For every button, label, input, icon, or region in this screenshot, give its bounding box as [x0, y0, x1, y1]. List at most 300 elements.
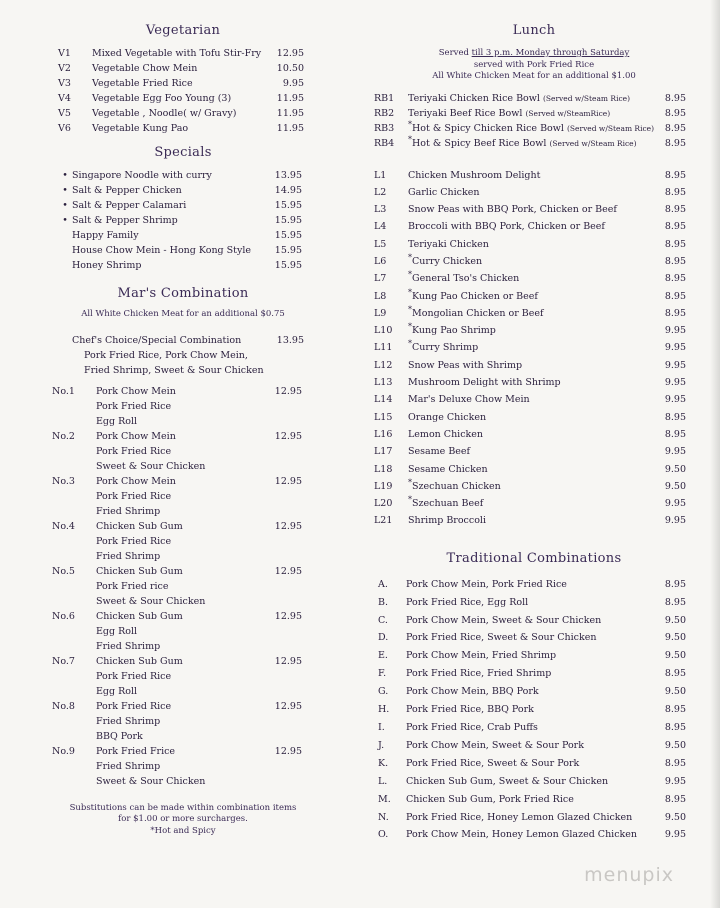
item-name-group	[408, 339, 656, 356]
lunch-item	[374, 512, 694, 529]
combo-header-row	[52, 609, 314, 624]
item-price: 9.50	[664, 739, 686, 751]
item-code: A.	[378, 578, 388, 590]
traditional-item	[374, 737, 694, 755]
rice-bowl-list	[374, 91, 694, 151]
combo-header-row	[52, 564, 314, 579]
item-price: 8.95	[664, 721, 686, 733]
item-code: V1	[58, 48, 71, 59]
combo-line: Fried Shrimp	[96, 760, 161, 772]
bullet-icon: •	[62, 200, 68, 211]
spicy-star: *	[408, 477, 412, 487]
item-price: 8.95	[664, 255, 686, 267]
mars-combination-title: Mar's Combination	[117, 286, 249, 301]
item-name-group	[408, 236, 656, 253]
chefs-choice	[52, 333, 314, 378]
combo-item	[52, 564, 314, 609]
lunch-title: Lunch	[512, 23, 556, 38]
combo-line: Pork Fried Frice	[96, 745, 176, 757]
lunch-list	[374, 167, 694, 530]
item-code: L8	[374, 290, 387, 302]
combo-list	[52, 384, 314, 789]
lunch-item	[374, 443, 694, 460]
item-price: 11.95	[276, 123, 304, 134]
combo-line: Pork Fried Rice	[96, 490, 172, 502]
item-code: L1	[374, 169, 387, 181]
item-price: 14.95	[274, 185, 302, 196]
item-price: 13.95	[274, 170, 302, 181]
item-name: Pork Fried Rice, Sweet & Sour Pork	[406, 757, 580, 769]
item-name: Broccoli with BBQ Pork, Chicken or Beef	[408, 221, 605, 233]
spicy-star: *	[408, 494, 412, 504]
vegetarian-item	[52, 61, 314, 76]
rice-bowl-item	[374, 106, 694, 121]
traditional-title: Traditional Combinations	[446, 550, 622, 566]
item-name-group	[408, 288, 656, 305]
item-name: Shrimp Broccoli	[408, 515, 486, 527]
item-price: 8.95	[664, 238, 686, 250]
combo-item	[52, 654, 314, 699]
item-code: I.	[378, 721, 385, 733]
combo-line: Pork Fried Rice	[96, 445, 172, 457]
lunch-item	[374, 461, 694, 478]
vegetarian-item	[52, 46, 314, 61]
bullet-icon	[52, 228, 72, 243]
item-name-group	[408, 201, 656, 218]
bullet-icon	[52, 243, 72, 258]
combo-header-row	[52, 474, 314, 489]
item-price: 15.95	[274, 215, 302, 226]
item-code: F.	[378, 668, 387, 680]
item-code: N.	[378, 811, 389, 823]
combo-price: 12.95	[274, 385, 302, 397]
item-code: L19	[374, 480, 393, 492]
item-code: RB3	[374, 122, 395, 134]
combo-header-row	[52, 384, 314, 399]
lunch-item	[374, 391, 694, 408]
chefs-choice-price: 13.95	[276, 334, 304, 346]
item-name-group	[408, 426, 656, 443]
item-name: Chicken Sub Gum, Pork Fried Rice	[406, 793, 574, 805]
item-name: Vegetable Chow Mein	[92, 63, 198, 74]
lunch-item	[374, 357, 694, 374]
traditional-item	[374, 594, 694, 612]
item-price: 8.95	[664, 186, 686, 198]
item-code: L6	[374, 255, 387, 267]
vegetarian-item	[52, 76, 314, 91]
right-column	[374, 22, 694, 844]
item-price: 15.95	[274, 260, 302, 271]
item-name: Pork Chow Mein, BBQ Pork	[406, 686, 539, 698]
item-price: 11.95	[276, 108, 304, 119]
combo-price: 12.95	[274, 655, 302, 667]
specials-item	[52, 213, 314, 228]
item-code: V2	[58, 63, 71, 74]
combo-line: Sweet & Sour Chicken	[96, 460, 206, 472]
item-price: 8.95	[664, 428, 686, 440]
item-name: Szechuan Chicken	[412, 480, 501, 492]
specials-list	[52, 168, 314, 273]
item-name: Teriyaki Chicken Rice Bowl	[408, 92, 540, 104]
lunch-item	[374, 495, 694, 512]
item-name: Pork Fried Rice, Egg Roll	[406, 596, 529, 608]
item-price: 8.95	[664, 411, 686, 423]
combo-line: Egg Roll	[96, 415, 138, 427]
traditional-item	[374, 647, 694, 665]
rice-bowl-item	[374, 136, 694, 151]
item-price: 9.95	[282, 78, 304, 89]
item-name: Vegetable Egg Foo Young (3)	[92, 93, 232, 104]
combo-line: BBQ Pork	[96, 730, 143, 742]
specials-item	[52, 183, 314, 198]
item-name: Sesame Chicken	[408, 463, 488, 475]
item-name: Kung Pao Shrimp	[412, 325, 496, 337]
combo-header-row	[52, 744, 314, 759]
item-price: 8.95	[664, 137, 686, 149]
combo-line: Chicken Sub Gum	[96, 565, 183, 577]
item-code: M.	[378, 793, 391, 805]
vegetarian-item	[52, 91, 314, 106]
spicy-star: *	[408, 252, 412, 262]
item-name: Pork Fried Rice, Fried Shrimp	[406, 668, 552, 680]
item-name: Pork Chow Mein, Sweet & Sour Chicken	[406, 614, 602, 626]
item-price: 9.95	[664, 775, 686, 787]
item-code: L4	[374, 221, 387, 233]
watermark-logo: menupix	[584, 864, 674, 886]
item-price: 15.95	[274, 230, 302, 241]
item-name-group	[408, 357, 656, 374]
item-name-group	[408, 512, 656, 529]
item-name: Happy Family	[72, 230, 139, 241]
specials-section	[52, 144, 314, 273]
item-name: Curry Chicken	[412, 255, 483, 267]
combo-line: Pork Fried Rice	[96, 700, 172, 712]
combo-price: 12.95	[274, 565, 302, 577]
specials-item	[52, 243, 314, 258]
combo-item	[52, 519, 314, 564]
spicy-star: *	[408, 134, 412, 144]
item-price: 8.95	[664, 92, 686, 104]
item-code: L12	[374, 359, 393, 371]
rice-bowl-item	[374, 121, 694, 136]
traditional-item	[374, 755, 694, 773]
item-name-group	[408, 218, 656, 235]
item-price: 9.95	[664, 498, 686, 510]
combo-code: No.3	[52, 475, 75, 487]
vegetarian-item	[52, 121, 314, 136]
item-code: L.	[378, 775, 388, 787]
item-price: 9.50	[664, 463, 686, 475]
item-name: Pork Chow Mein, Pork Fried Rice	[406, 578, 567, 590]
item-name-group	[408, 184, 656, 201]
page-edge-shadow	[710, 0, 720, 908]
traditional-item	[374, 665, 694, 683]
served-line-2: served with Pork Fried Rice	[473, 59, 595, 70]
combo-item	[52, 384, 314, 429]
item-code: V6	[58, 123, 71, 134]
item-price: 8.95	[664, 596, 686, 608]
item-name-group	[408, 167, 656, 184]
item-price: 9.95	[664, 829, 686, 841]
item-name: Vegetable Kung Pao	[92, 123, 189, 134]
item-price: 8.95	[664, 307, 686, 319]
item-price: 8.95	[664, 204, 686, 216]
lunch-item	[374, 478, 694, 495]
item-name: Pork Fried Rice, Sweet & Sour Chicken	[406, 632, 597, 644]
item-price: 9.95	[664, 377, 686, 389]
item-name-group	[408, 253, 656, 270]
specials-item	[52, 228, 314, 243]
item-name: Vegetable Fried Rice	[92, 78, 193, 89]
vegetarian-section	[52, 22, 314, 136]
served-line-3: All White Chicken Meat for an additional $1.00	[432, 71, 636, 81]
vegetarian-list	[52, 46, 314, 136]
item-name: Pork Fried Rice, BBQ Pork	[406, 704, 534, 716]
item-name-group	[408, 106, 656, 121]
combo-header-row	[52, 519, 314, 534]
lunch-item	[374, 374, 694, 391]
item-name-group	[408, 91, 656, 106]
traditional-item	[374, 826, 694, 844]
combo-price: 12.95	[274, 745, 302, 757]
traditional-list	[374, 576, 694, 845]
item-code: O.	[378, 829, 389, 841]
specials-item	[52, 168, 314, 183]
item-price: 9.95	[664, 394, 686, 406]
combo-line: Sweet & Sour Chicken	[96, 595, 206, 607]
item-name: Snow Peas with Shrimp	[408, 359, 523, 371]
bullet-icon: •	[62, 215, 68, 226]
vegetarian-item	[52, 106, 314, 121]
item-name: Vegetable , Noodle( w/ Gravy)	[92, 108, 237, 119]
item-name: House Chow Mein - Hong Kong Style	[72, 245, 252, 256]
item-name: Mongolian Chicken or Beef	[412, 307, 544, 319]
combo-header-row	[52, 429, 314, 444]
lunch-item	[374, 305, 694, 322]
combo-line: Sweet & Sour Chicken	[96, 775, 206, 787]
combo-item	[52, 744, 314, 789]
combo-price: 12.95	[274, 610, 302, 622]
specials-item	[52, 258, 314, 273]
item-price: 8.95	[664, 107, 686, 119]
item-name: Teriyaki Chicken	[408, 238, 489, 250]
item-price: 8.95	[664, 169, 686, 181]
chefs-choice-row	[72, 333, 314, 348]
specials-title: Specials	[154, 145, 212, 160]
item-name: Curry Shrimp	[412, 342, 479, 354]
item-name: Mushroom Delight with Shrimp	[408, 377, 561, 389]
item-name: Lemon Chicken	[408, 428, 484, 440]
bullet-icon: •	[62, 185, 68, 196]
served-prefix: Served	[438, 48, 469, 58]
combo-line: Pork Fried Rice	[96, 400, 172, 412]
combo-line: Pork Chow Mein	[96, 385, 176, 397]
item-name: Teriyaki Beef Rice Bowl	[408, 107, 523, 119]
lunch-served-note	[374, 48, 694, 83]
item-name: Sesame Beef	[408, 446, 471, 458]
item-price: 8.95	[664, 273, 686, 285]
traditional-item	[374, 791, 694, 809]
combo-line: Pork Chow Mein	[96, 475, 176, 487]
item-price: 8.95	[664, 221, 686, 233]
item-code: L14	[374, 394, 393, 406]
item-code: L13	[374, 377, 393, 389]
item-price: 9.50	[664, 686, 686, 698]
item-name: Mar's Deluxe Chow Mein	[408, 394, 530, 406]
item-name-group	[408, 391, 656, 408]
combo-code: No.1	[52, 385, 75, 397]
item-code: L11	[374, 342, 393, 354]
item-name-group	[408, 374, 656, 391]
item-note: (Served w/Steam Rice)	[566, 123, 655, 133]
item-code: L18	[374, 463, 393, 475]
item-price: 8.95	[664, 578, 686, 590]
item-code: J.	[378, 739, 385, 751]
item-note: (Served w/Steam Rice)	[549, 138, 637, 148]
item-note: (Served w/Steam Rice)	[542, 93, 631, 103]
traditional-item	[374, 612, 694, 630]
combo-code: No.9	[52, 745, 75, 757]
traditional-item	[374, 683, 694, 701]
combo-code: No.4	[52, 520, 75, 532]
combo-line: Fried Shrimp	[96, 550, 161, 562]
item-name: Pork Fried Rice, Crab Puffs	[406, 721, 538, 733]
item-code: D.	[378, 632, 389, 644]
vegetarian-title: Vegetarian	[145, 23, 221, 38]
combo-item	[52, 609, 314, 654]
item-code: V3	[58, 78, 71, 89]
lunch-item	[374, 218, 694, 235]
item-name: Salt & Pepper Shrimp	[72, 215, 178, 226]
footer-line: *Hot and Spicy	[150, 825, 216, 836]
item-price: 9.50	[664, 480, 686, 492]
traditional-item	[374, 701, 694, 719]
item-code: G.	[378, 686, 389, 698]
item-code: V5	[58, 108, 71, 119]
combination-footer	[52, 803, 314, 838]
combo-code: No.5	[52, 565, 75, 577]
chefs-choice-name: Chef's Choice/Special Combination	[72, 334, 242, 346]
item-price: 9.50	[664, 614, 686, 626]
lunch-item	[374, 322, 694, 339]
item-name-group	[408, 495, 656, 512]
combo-line: Fried Shrimp	[96, 640, 161, 652]
traditional-item	[374, 629, 694, 647]
spicy-star: *	[408, 119, 412, 129]
item-code: L15	[374, 411, 393, 423]
item-price: 15.95	[274, 245, 302, 256]
item-code: L16	[374, 428, 393, 440]
item-price: 8.95	[664, 757, 686, 769]
spicy-star: *	[408, 339, 412, 349]
combo-line: Egg Roll	[96, 625, 138, 637]
item-code: L2	[374, 186, 387, 198]
item-name: Kung Pao Chicken or Beef	[412, 290, 538, 302]
item-name: Chicken Sub Gum, Sweet & Sour Chicken	[406, 775, 609, 787]
lunch-item	[374, 167, 694, 184]
mars-combination-note: All White Chicken Meat for an additional $0.75	[81, 309, 285, 319]
chefs-choice-line: Fried Shrimp, Sweet & Sour Chicken	[84, 364, 264, 376]
lunch-item	[374, 339, 694, 356]
item-code: RB2	[374, 107, 395, 119]
lunch-item	[374, 184, 694, 201]
spicy-star: *	[408, 287, 412, 297]
footer-line: for $1.00 or more surcharges.	[118, 814, 248, 824]
item-name: Pork Chow Mein, Sweet & Sour Pork	[406, 739, 584, 751]
item-code: L5	[374, 238, 387, 250]
item-code: RB1	[374, 92, 395, 104]
combo-line: Fried Shrimp	[96, 505, 161, 517]
served-line-1	[374, 48, 694, 60]
item-code: L17	[374, 446, 393, 458]
item-code: L10	[374, 325, 393, 337]
item-name-group	[408, 121, 656, 136]
combo-code: No.2	[52, 430, 75, 442]
item-name: Hot & Spicy Chicken Rice Bowl	[412, 122, 564, 134]
item-price: 9.50	[664, 632, 686, 644]
item-name: Pork Chow Mein, Fried Shrimp	[406, 650, 557, 662]
combo-header-row	[52, 699, 314, 714]
item-price: 9.95	[664, 446, 686, 458]
item-price: 8.95	[664, 122, 686, 134]
lunch-item	[374, 201, 694, 218]
item-price: 9.50	[664, 650, 686, 662]
item-price: 9.95	[664, 359, 686, 371]
rice-bowl-item	[374, 91, 694, 106]
combo-line: Fried Shrimp	[96, 715, 161, 727]
item-name-group	[408, 305, 656, 322]
item-name-group	[408, 409, 656, 426]
combo-item	[52, 429, 314, 474]
combo-line: Chicken Sub Gum	[96, 610, 183, 622]
combo-price: 12.95	[274, 475, 302, 487]
combo-item	[52, 474, 314, 519]
item-name-group	[408, 136, 656, 151]
left-column	[52, 22, 314, 837]
item-price: 11.95	[276, 93, 304, 104]
combo-price: 12.95	[274, 520, 302, 532]
item-code: E.	[378, 650, 388, 662]
item-price: 8.95	[664, 704, 686, 716]
lunch-item	[374, 253, 694, 270]
combo-line: Pork Fried rice	[96, 580, 169, 592]
combo-line: Pork Fried Rice	[96, 535, 172, 547]
specials-item	[52, 198, 314, 213]
item-code: L3	[374, 204, 387, 216]
served-hours: till 3 p.m. Monday through Saturday	[471, 48, 630, 58]
footer-line: Substitutions can be made within combination items	[69, 802, 297, 813]
combo-code: No.6	[52, 610, 75, 622]
item-price: 15.95	[274, 200, 302, 211]
item-code: H.	[378, 704, 390, 716]
item-price: 9.95	[664, 342, 686, 354]
item-price: 9.95	[664, 325, 686, 337]
combo-line: Egg Roll	[96, 685, 138, 697]
item-name: Snow Peas with BBQ Pork, Chicken or Beef	[408, 204, 617, 216]
combo-item	[52, 699, 314, 744]
item-name: Mixed Vegetable with Tofu Stir-Fry	[92, 48, 262, 59]
item-name-group	[408, 461, 656, 478]
item-price: 8.95	[664, 793, 686, 805]
bullet-icon: •	[62, 170, 68, 181]
item-price: 8.95	[664, 668, 686, 680]
combo-line: Chicken Sub Gum	[96, 520, 183, 532]
item-name: Singapore Noodle with curry	[72, 170, 212, 181]
item-name: General Tso's Chicken	[412, 273, 520, 285]
item-name: Salt & Pepper Chicken	[72, 185, 182, 196]
item-code: L21	[374, 515, 393, 527]
item-code: K.	[378, 757, 389, 769]
